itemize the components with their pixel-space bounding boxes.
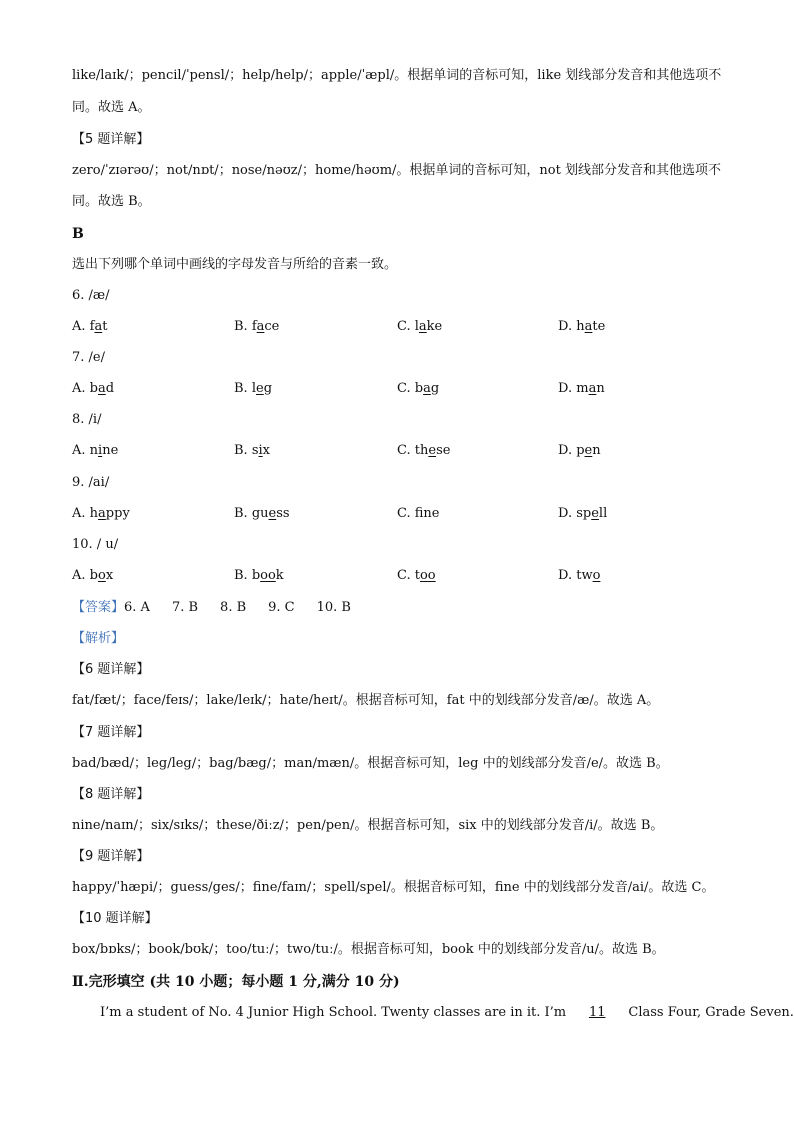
option-text: A. f [72, 319, 95, 334]
option-a [72, 381, 114, 397]
option-text: B. gu [234, 506, 269, 521]
option-b [234, 381, 272, 397]
option-b [234, 319, 279, 335]
underlined-letters: i [258, 443, 263, 458]
option-text: C. b [397, 381, 424, 396]
answer-item: 9. C [268, 600, 295, 615]
underlined-letters: a [256, 319, 265, 334]
option-text: D. tw [558, 568, 593, 583]
answer-item: 8. B [220, 600, 247, 615]
detail-heading-9: 【9 题详解】 [72, 849, 150, 864]
detail-text-9: happy/ˈhæpi/；guess/ges/；fine/faɪn/；spell/spel/。根据音标可知，fine 中的划线部分发音/ai/。故选 C。 [72, 880, 715, 895]
detail-heading-5: 【5 题详解】 [72, 132, 150, 147]
option-text: D. sp [558, 506, 592, 521]
option-text: ss [276, 506, 290, 521]
option-b [234, 443, 270, 459]
underlined-letters: o [97, 568, 106, 583]
question-stem: 6. /æ/ [72, 288, 110, 303]
underlined-letters: oo [419, 568, 436, 583]
option-text: B. b [234, 568, 261, 583]
option-c [397, 506, 440, 522]
detail-text-10: box/bɒks/；book/bʊk/；too/tuː/；two/tuː/。根据音标可知，book 中的划线部分发音/u/。故选 B。 [72, 942, 665, 957]
text-line: like/laɪk/；pencil/ˈpensl/；help/help/；apple/ˈæpl/。根据单词的音标可知，like 划线部分发音和其他选项不 [72, 68, 722, 83]
blank-11: 11 [588, 1005, 606, 1020]
question-stem: 9. /ai/ [72, 475, 110, 490]
underlined-letters: a [97, 381, 106, 396]
option-text: ppy [105, 506, 130, 521]
underlined-letters: o [592, 568, 601, 583]
text-line: 同。故选 A。 [72, 100, 151, 115]
option-a [72, 506, 130, 522]
option-text: x [105, 568, 114, 583]
option-text: C. t [397, 568, 420, 583]
passage-text: I’m a student of No. 4 Junior High School. Twenty classes are in it. I’m [100, 1005, 571, 1020]
option-text: A. h [72, 506, 99, 521]
answer-line [72, 600, 373, 616]
answer-item: 7. B [171, 600, 199, 615]
underlined-letters: e [428, 443, 437, 458]
answer-item: 10. B [316, 600, 351, 615]
option-text: A. b [72, 381, 98, 396]
option-d [558, 381, 605, 397]
analysis-label: 【解析】 [72, 631, 125, 646]
option-b [234, 506, 290, 522]
underlined-letters: e [584, 443, 593, 458]
question-stem: 10. / u/ [72, 537, 119, 552]
underlined-letters: a [94, 319, 103, 334]
option-text: ne [102, 443, 119, 458]
underlined-letters: a [423, 381, 431, 396]
option-text: B. s [234, 443, 259, 458]
option-text: B. f [234, 319, 257, 334]
underlined-letters: oo [260, 568, 276, 583]
detail-heading-8: 【8 题详解】 [72, 787, 150, 802]
option-text: te [592, 319, 606, 334]
passage-text: Class Four, Grade Seven. [624, 1005, 794, 1020]
detail-heading-10: 【10 题详解】 [72, 911, 158, 926]
text-line: zero/ˈzɪərəʊ/；not/nɒt/；nose/nəʊz/；home/həʊm/。根据单词的音标可知，not 划线部分发音和其他选项不 [72, 163, 721, 178]
underlined-letters: e [255, 381, 264, 396]
question-stem: 8. /i/ [72, 412, 102, 427]
option-text: t [102, 319, 108, 334]
underlined-letters: i [98, 443, 103, 458]
underlined-letters: e [268, 506, 277, 521]
option-a [72, 319, 107, 335]
option-text: g [430, 381, 440, 396]
option-text: D. p [558, 443, 585, 458]
option-c [397, 319, 442, 335]
question-stem: 7. /e/ [72, 350, 105, 365]
answer-label: 【答案】 [72, 600, 125, 615]
option-text: D. m [558, 381, 589, 396]
option-a [72, 568, 113, 584]
option-d [558, 319, 605, 335]
section-2-heading: Ⅱ.完形填空 (共 10 小题；每小题 1 分,满分 10 分) [72, 974, 400, 990]
option-d [558, 443, 601, 459]
underlined-letters: a [98, 506, 106, 521]
option-text: D. h [558, 319, 585, 334]
option-text: se [436, 443, 451, 458]
detail-text-7: bad/bæd/；leg/leg/；bag/bæg/；man/mæn/。根据音标可知，leg 中的划线部分发音/e/。故选 B。 [72, 756, 669, 771]
option-d [558, 506, 607, 522]
option-c [397, 381, 439, 397]
passage-line [100, 1005, 794, 1021]
underlined-letters: a [588, 381, 597, 396]
detail-heading-6: 【6 题详解】 [72, 662, 150, 677]
option-text: n [596, 381, 605, 396]
option-text: A. b [72, 568, 98, 583]
detail-text-6: fat/fæt/；face/feɪs/；lake/leɪk/；hate/heɪt/。根据音标可知，fat 中的划线部分发音/æ/。故选 A。 [72, 693, 660, 708]
underlined-letters: a [418, 319, 427, 334]
option-b [234, 568, 284, 584]
option-text: ne [423, 506, 440, 521]
section-b-heading: B [72, 226, 84, 242]
option-c [397, 568, 436, 584]
option-text: A. n [72, 443, 99, 458]
option-a [72, 443, 118, 459]
underlined-letters: a [584, 319, 593, 334]
option-text: x [262, 443, 271, 458]
option-text: ll [598, 506, 608, 521]
option-text: B. l [234, 381, 256, 396]
option-text: C. f [397, 506, 424, 521]
answer-item: 6. A [124, 600, 150, 615]
option-text: ke [426, 319, 443, 334]
detail-heading-7: 【7 题详解】 [72, 725, 150, 740]
option-text: g [263, 381, 273, 396]
option-text: d [105, 381, 115, 396]
option-text: k [275, 568, 284, 583]
option-text: C. th [397, 443, 429, 458]
text-line: 同。故选 B。 [72, 194, 151, 209]
option-text: ce [264, 319, 280, 334]
detail-text-8: nine/naɪn/；six/sɪks/；these/ðiːz/；pen/pen/。根据音标可知，six 中的划线部分发音/i/。故选 B。 [72, 818, 664, 833]
underlined-letters: e [591, 506, 599, 521]
option-c [397, 443, 450, 459]
instruction: 选出下列哪个单词中画线的字母发音与所给的音素一致。 [72, 257, 398, 272]
option-text: C. l [397, 319, 419, 334]
option-d [558, 568, 600, 584]
option-text: n [592, 443, 601, 458]
